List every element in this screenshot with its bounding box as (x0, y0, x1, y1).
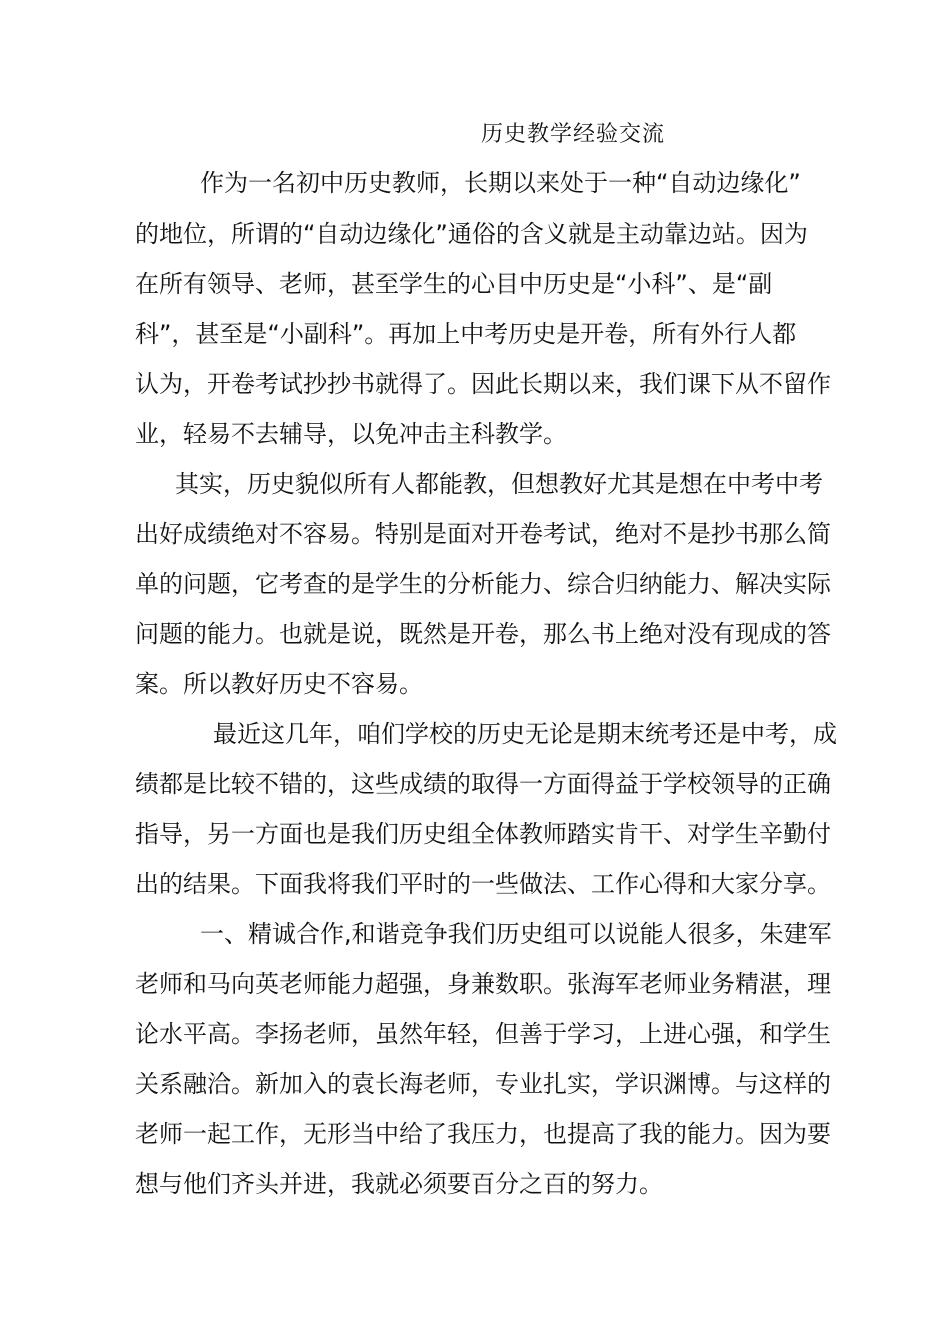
paragraph-3-line-1: 最近这几年，咱们学校的历史无论是期末统考还是中考，成 (213, 720, 837, 748)
paragraph-4-line-4: 关系融洽。新加入的袁长海老师，专业扎实，学识渊博。与这样的 (135, 1070, 831, 1098)
paragraph-4-line-3: 论水平高。李扬老师，虽然年轻，但善于学习，上进心强，和学生 (135, 1020, 831, 1048)
paragraph-1-line-3: 在所有领导、老师，甚至学生的心目中历史是“小科”、是“副 (135, 270, 773, 298)
paragraph-2-line-4: 问题的能力。也就是说，既然是开卷，那么书上绝对没有现成的答 (135, 620, 831, 648)
document-title: 历史教学经验交流 (480, 122, 665, 147)
paragraph-4-line-2: 老师和马向英老师能力超强，身兼数职。张海军老师业务精湛，理 (135, 970, 831, 998)
paragraph-2-line-1: 其实，历史貌似所有人都能教，但想教好尤其是想在中考中考 (175, 470, 823, 498)
paragraph-2-line-3: 单的问题，它考查的是学生的分析能力、综合归纳能力、解决实际 (135, 570, 831, 598)
paragraph-1-line-6: 业，轻易不去辅导，以免冲击主科教学。 (135, 420, 567, 448)
paragraph-1-line-1: 作为一名初中历史教师，长期以来处于一种“自动边缘化” (200, 169, 801, 197)
paragraph-4-line-5: 老师一起工作，无形当中给了我压力，也提高了我的能力。因为要 (135, 1120, 831, 1148)
paragraph-1-line-4: 科”，甚至是“小副科”。再加上中考历史是开卷，所有外行人都 (135, 320, 797, 348)
paragraph-2-line-2: 出好成绩绝对不容易。特别是面对开卷考试，绝对不是抄书那么简 (135, 520, 831, 548)
paragraph-3-line-4: 出的结果。下面我将我们平时的一些做法、工作心得和大家分享。 (135, 870, 831, 898)
paragraph-4-line-6: 想与他们齐头并进，我就必须要百分之百的努力。 (135, 1170, 663, 1198)
paragraph-3-line-3: 指导，另一方面也是我们历史组全体教师踏实肯干、对学生辛勤付 (135, 820, 831, 848)
paragraph-2-line-5: 案。所以教好历史不容易。 (135, 670, 423, 698)
paragraph-1-line-5: 认为，开卷考试抄抄书就得了。因此长期以来，我们课下从不留作 (135, 370, 831, 398)
paragraph-4-line-1: 一、精诚合作,和谐竞争我们历史组可以说能人很多，朱建军 (200, 920, 832, 948)
paragraph-3-line-2: 绩都是比较不错的，这些成绩的取得一方面得益于学校领导的正确 (135, 770, 831, 798)
paragraph-1-line-2: 的地位，所谓的“自动边缘化”通俗的含义就是主动靠边站。因为 (135, 220, 808, 248)
